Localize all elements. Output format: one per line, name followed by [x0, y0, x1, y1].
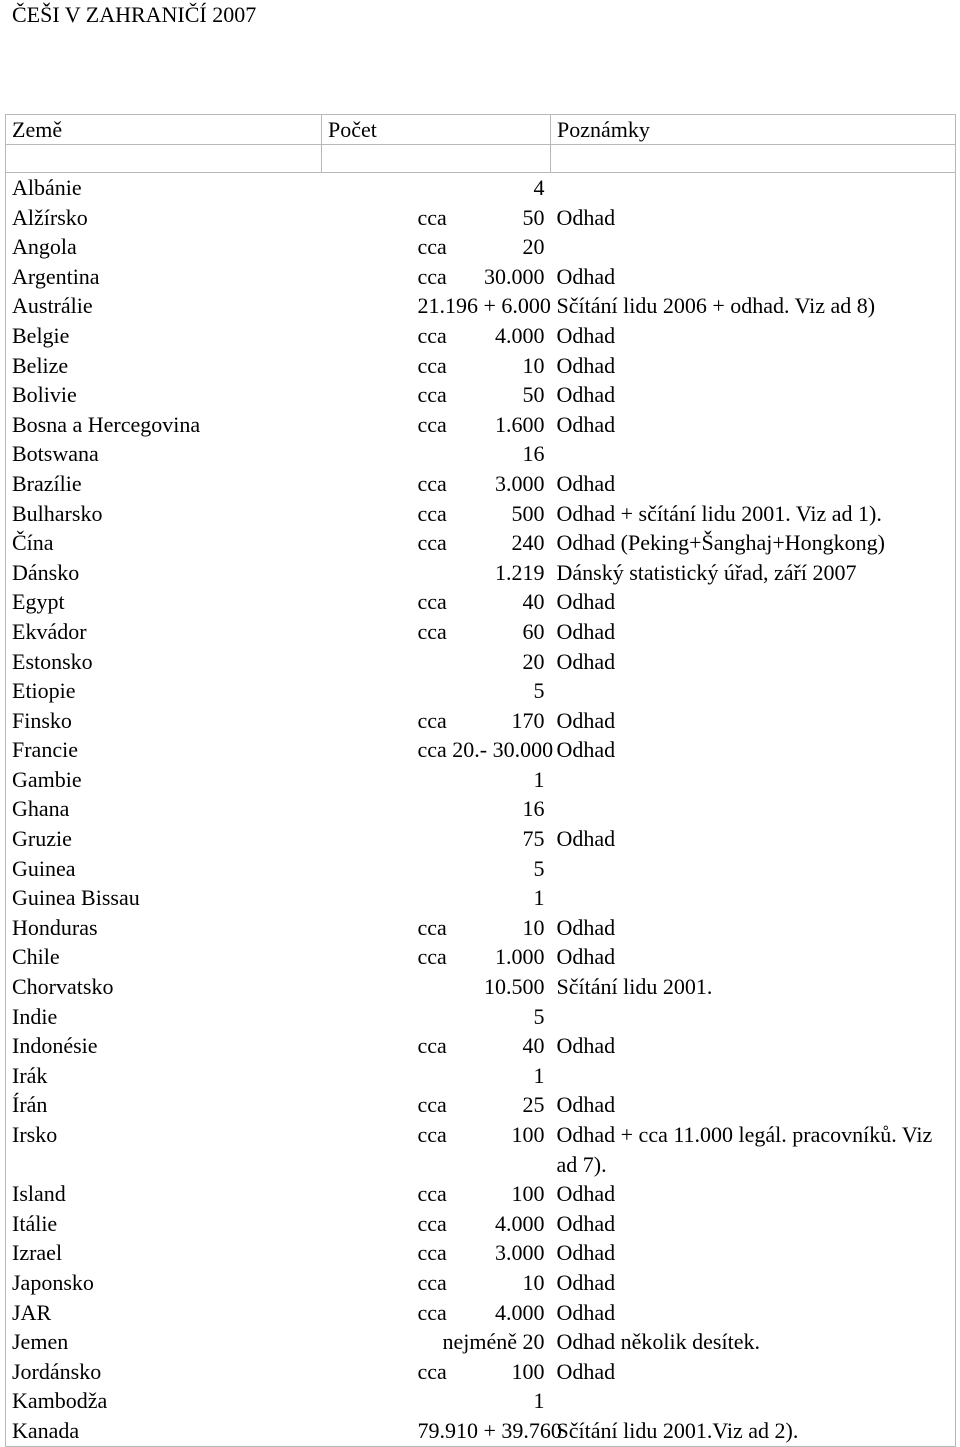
note-cell: Odhad — [551, 351, 956, 381]
table-row — [6, 854, 956, 884]
country-cell: Kambodža — [6, 1386, 322, 1416]
count-cell — [322, 528, 551, 558]
count-value: 30.000 — [484, 263, 545, 289]
count-cell — [322, 291, 551, 321]
count-cell — [322, 410, 551, 440]
table-row — [6, 735, 956, 765]
count-value: 500 — [511, 500, 545, 526]
count-value: 16 — [522, 441, 545, 467]
count-value: 75 — [522, 826, 545, 852]
note-cell: Sčítání lidu 2001.Viz ad 2). — [551, 1416, 956, 1446]
count-cell — [322, 499, 551, 529]
country-cell: Egypt — [6, 587, 322, 617]
count-wrapper — [328, 321, 545, 351]
count-cell — [322, 735, 554, 765]
count-wrapper — [328, 854, 545, 884]
count-wrapper — [328, 1416, 562, 1446]
table-row — [6, 1120, 956, 1179]
table-row — [6, 972, 956, 1002]
count-wrapper — [328, 439, 545, 469]
count-value: 100 — [511, 1122, 545, 1147]
count-cell — [322, 794, 551, 824]
note-cell: Odhad — [551, 824, 956, 854]
count-prefix: cca — [417, 1210, 447, 1236]
count-cell — [322, 1416, 562, 1446]
count-wrapper — [328, 1357, 545, 1387]
country-cell: Jemen — [6, 1327, 322, 1357]
count-cell — [322, 1179, 551, 1209]
count-prefix: cca — [417, 411, 447, 437]
note-cell: Odhad — [551, 1298, 956, 1328]
count-value: 4 — [533, 175, 545, 200]
count-cell — [322, 1238, 551, 1268]
count-value: 16 — [522, 796, 545, 822]
header-note: Poznámky — [551, 115, 956, 145]
country-cell: Finsko — [6, 706, 322, 736]
count-value: 5 — [533, 1003, 545, 1029]
count-wrapper — [328, 558, 545, 588]
count-prefix: cca — [417, 914, 447, 940]
spacer-cell — [6, 145, 322, 173]
country-cell: Bolivie — [6, 380, 322, 410]
count-wrapper — [328, 1209, 545, 1239]
count-wrapper — [328, 380, 545, 410]
table-row — [6, 203, 956, 233]
note-cell: Odhad — [551, 1238, 956, 1268]
count-wrapper — [328, 1238, 545, 1268]
count-value: 20 — [522, 234, 545, 260]
count-value: 40 — [522, 589, 545, 615]
count-wrapper — [328, 824, 545, 854]
note-cell: Odhad — [551, 380, 956, 410]
count-wrapper — [328, 469, 545, 499]
note-cell: Odhad — [551, 913, 956, 943]
count-value: 1.600 — [495, 411, 545, 437]
count-prefix: cca — [417, 470, 447, 496]
count-cell — [322, 469, 551, 499]
note-cell: Sčítání lidu 2006 + odhad. Viz ad 8) — [551, 291, 956, 321]
count-wrapper — [328, 528, 545, 558]
country-cell: Irsko — [6, 1120, 322, 1179]
country-cell: Estonsko — [6, 647, 322, 677]
count-prefix: cca — [417, 322, 447, 348]
count-cell — [322, 587, 551, 617]
country-cell: Indonésie — [6, 1031, 322, 1061]
count-wrapper — [328, 1120, 545, 1150]
count-cell — [322, 1090, 551, 1120]
table-row — [6, 1031, 956, 1061]
count-cell — [322, 765, 551, 795]
note-cell: Odhad + cca 11.000 legál. pracovníků. Viz ad 7). — [551, 1120, 956, 1179]
count-cell — [322, 854, 551, 884]
count-prefix: cca — [417, 944, 447, 970]
country-cell: Belgie — [6, 321, 322, 351]
count-wrapper — [328, 913, 545, 943]
table-row — [6, 232, 956, 262]
count-cell — [322, 1120, 551, 1179]
note-cell — [551, 765, 956, 795]
count-value: 4.000 — [495, 322, 545, 348]
count-value: cca 20.- 30.000 — [417, 737, 554, 763]
country-cell: Albánie — [6, 173, 322, 203]
count-cell — [322, 232, 551, 262]
note-cell — [551, 676, 956, 706]
count-value: 170 — [511, 707, 545, 733]
country-cell: Island — [6, 1179, 322, 1209]
count-prefix: cca — [417, 1181, 447, 1207]
count-value: 10 — [522, 914, 545, 940]
table-row — [6, 1357, 956, 1387]
note-cell: Odhad — [551, 587, 956, 617]
country-cell: Botswana — [6, 439, 322, 469]
count-value: 40 — [522, 1033, 545, 1059]
count-value: 10 — [522, 1269, 545, 1295]
count-value: 1 — [533, 766, 545, 792]
country-cell: Angola — [6, 232, 322, 262]
table-row — [6, 321, 956, 351]
count-prefix: cca — [417, 1358, 447, 1384]
count-prefix: cca — [417, 618, 447, 644]
table-row — [6, 439, 956, 469]
count-value: 1 — [533, 1062, 545, 1088]
count-value: 100 — [511, 1358, 545, 1384]
count-prefix: cca — [417, 1092, 447, 1118]
note-cell: Odhad — [551, 1209, 956, 1239]
count-prefix: cca — [417, 589, 447, 615]
count-value: 240 — [511, 530, 545, 556]
country-cell: Gambie — [6, 765, 322, 795]
count-cell — [322, 173, 551, 203]
count-cell — [322, 351, 551, 381]
count-prefix: cca — [417, 500, 447, 526]
count-cell — [322, 617, 551, 647]
note-cell: Odhad — [551, 469, 956, 499]
count-cell — [322, 1357, 551, 1387]
count-value: 1 — [533, 885, 545, 911]
note-cell: Odhad — [551, 1179, 956, 1209]
country-cell: Brazílie — [6, 469, 322, 499]
count-cell — [322, 203, 551, 233]
count-value: 60 — [522, 618, 545, 644]
country-cell: Chile — [6, 942, 322, 972]
count-cell — [322, 1298, 551, 1328]
table-row — [6, 1090, 956, 1120]
count-prefix: cca — [417, 707, 447, 733]
count-cell — [322, 262, 551, 292]
spacer-cell — [551, 145, 956, 173]
table-row — [6, 351, 956, 381]
table-row — [6, 913, 956, 943]
table-row — [6, 173, 956, 203]
table-row — [6, 1061, 956, 1091]
count-value: 10.500 — [484, 974, 545, 1000]
count-value: 20 — [522, 648, 545, 674]
count-wrapper — [328, 203, 545, 233]
count-wrapper — [328, 410, 545, 440]
country-cell: JAR — [6, 1298, 322, 1328]
czechs-abroad-table — [5, 114, 956, 1447]
table-row — [6, 1209, 956, 1239]
count-cell — [322, 1386, 551, 1416]
count-wrapper — [328, 647, 545, 677]
country-cell: Kanada — [6, 1416, 322, 1446]
table-row — [6, 676, 956, 706]
table-row — [6, 1327, 956, 1357]
count-value: nejméně 20 — [442, 1329, 545, 1355]
header-country: Země — [6, 115, 322, 145]
country-cell: Chorvatsko — [6, 972, 322, 1002]
note-cell: Odhad — [551, 1031, 956, 1061]
count-cell — [322, 913, 551, 943]
note-cell: Odhad několik desítek. — [551, 1327, 956, 1357]
count-prefix: cca — [417, 1033, 447, 1059]
table-row — [6, 1416, 956, 1446]
header-row — [6, 115, 956, 145]
table-row — [6, 883, 956, 913]
count-prefix: cca — [417, 382, 447, 408]
country-cell: Francie — [6, 735, 322, 765]
count-value: 21.196 + 6.000 — [417, 293, 551, 319]
note-cell: Odhad — [551, 1268, 956, 1298]
count-cell — [322, 706, 551, 736]
count-wrapper — [328, 1386, 545, 1416]
table-row — [6, 587, 956, 617]
count-cell — [322, 1031, 551, 1061]
note-cell: Odhad — [551, 321, 956, 351]
count-wrapper — [328, 706, 545, 736]
count-cell — [322, 1002, 551, 1032]
count-cell — [322, 439, 551, 469]
count-wrapper — [328, 262, 545, 292]
table-row — [6, 380, 956, 410]
table-row — [6, 706, 956, 736]
count-wrapper — [328, 1002, 545, 1032]
table-row — [6, 824, 956, 854]
count-wrapper — [328, 1327, 545, 1357]
count-value: 50 — [522, 382, 545, 408]
note-cell — [551, 883, 956, 913]
page-title: ČEŠI V ZAHRANIČÍ 2007 — [12, 2, 257, 27]
note-cell: Odhad (Peking+Šanghaj+Hongkong) — [551, 528, 956, 558]
count-wrapper — [328, 232, 545, 262]
count-wrapper — [328, 765, 545, 795]
country-cell: Irák — [6, 1061, 322, 1091]
count-prefix: cca — [417, 1269, 447, 1295]
count-wrapper — [328, 587, 545, 617]
count-prefix: cca — [417, 1299, 447, 1325]
count-wrapper — [328, 617, 545, 647]
country-cell: Alžírsko — [6, 203, 322, 233]
country-cell: Dánsko — [6, 558, 322, 588]
count-cell — [322, 1209, 551, 1239]
country-cell: Jordánsko — [6, 1357, 322, 1387]
country-cell: Austrálie — [6, 291, 322, 321]
note-cell — [551, 173, 956, 203]
count-prefix: cca — [417, 234, 447, 260]
count-cell — [322, 972, 551, 1002]
count-cell — [322, 942, 551, 972]
count-cell — [322, 676, 551, 706]
country-cell: Ekvádor — [6, 617, 322, 647]
table-row — [6, 1298, 956, 1328]
table-row — [6, 1238, 956, 1268]
count-prefix: cca — [417, 352, 447, 378]
count-cell — [322, 1061, 551, 1091]
count-value: 3.000 — [495, 470, 545, 496]
note-cell: Odhad — [551, 203, 956, 233]
table-row — [6, 499, 956, 529]
note-cell: Odhad — [551, 262, 956, 292]
count-value: 5 — [533, 678, 545, 704]
note-cell: Odhad — [551, 647, 956, 677]
count-wrapper — [328, 351, 545, 381]
count-wrapper — [328, 1268, 545, 1298]
note-cell: Odhad — [551, 1090, 956, 1120]
note-cell: Odhad — [551, 735, 956, 765]
country-cell: Honduras — [6, 913, 322, 943]
count-cell — [322, 1327, 551, 1357]
country-cell: Guinea — [6, 854, 322, 884]
table-row — [6, 558, 956, 588]
table-row — [6, 1002, 956, 1032]
country-cell: Izrael — [6, 1238, 322, 1268]
table-row — [6, 765, 956, 795]
country-cell: Belize — [6, 351, 322, 381]
note-cell — [551, 1002, 956, 1032]
table-row — [6, 1386, 956, 1416]
count-cell — [322, 647, 551, 677]
count-cell — [322, 380, 551, 410]
count-value: 25 — [522, 1092, 545, 1118]
count-cell — [322, 321, 551, 351]
count-value: 3.000 — [495, 1240, 545, 1266]
count-wrapper — [328, 942, 545, 972]
country-cell: Japonsko — [6, 1268, 322, 1298]
count-prefix: cca — [417, 263, 447, 289]
country-cell: Guinea Bissau — [6, 883, 322, 913]
table-row — [6, 410, 956, 440]
count-wrapper — [328, 1031, 545, 1061]
count-wrapper — [328, 972, 545, 1002]
table-row — [6, 942, 956, 972]
table-row — [6, 647, 956, 677]
table-row — [6, 794, 956, 824]
count-value: 4.000 — [495, 1299, 545, 1325]
country-cell: Itálie — [6, 1209, 322, 1239]
note-cell: Odhad — [551, 1357, 956, 1387]
count-cell — [322, 883, 551, 913]
count-value: 1 — [533, 1388, 545, 1414]
count-prefix: cca — [417, 204, 447, 230]
count-value: 1.000 — [495, 944, 545, 970]
count-wrapper — [328, 1090, 545, 1120]
count-wrapper — [328, 735, 554, 765]
country-cell: Írán — [6, 1090, 322, 1120]
count-cell — [322, 558, 551, 588]
count-value: 1.219 — [495, 559, 545, 585]
count-cell — [322, 824, 551, 854]
table-row — [6, 291, 956, 321]
count-value: 4.000 — [495, 1210, 545, 1236]
count-value: 50 — [522, 204, 545, 230]
country-cell: Etiopie — [6, 676, 322, 706]
count-prefix: cca — [417, 1122, 447, 1147]
count-value: 79.910 + 39.760 — [417, 1417, 562, 1443]
note-cell — [551, 1386, 956, 1416]
count-wrapper — [328, 173, 545, 203]
spacer-cell — [322, 145, 551, 173]
note-cell — [551, 854, 956, 884]
table-row — [6, 1268, 956, 1298]
country-cell: Indie — [6, 1002, 322, 1032]
table-row — [6, 469, 956, 499]
country-cell: Gruzie — [6, 824, 322, 854]
note-cell: Dánský statistický úřad, září 2007 — [551, 558, 956, 588]
country-cell: Bosna a Hercegovina — [6, 410, 322, 440]
note-cell: Odhad — [551, 617, 956, 647]
count-wrapper — [328, 676, 545, 706]
count-prefix: cca — [417, 1240, 447, 1266]
country-cell: Bulharsko — [6, 499, 322, 529]
note-cell: Odhad — [551, 706, 956, 736]
table-row — [6, 617, 956, 647]
count-prefix: cca — [417, 530, 447, 556]
count-wrapper — [328, 883, 545, 913]
header-count: Počet — [322, 115, 551, 145]
note-cell: Odhad — [551, 410, 956, 440]
count-wrapper — [328, 291, 551, 321]
table-row — [6, 528, 956, 558]
count-wrapper — [328, 1179, 545, 1209]
count-cell — [322, 1268, 551, 1298]
note-cell — [551, 232, 956, 262]
note-cell — [551, 1061, 956, 1091]
count-value: 100 — [511, 1181, 545, 1207]
note-cell — [551, 439, 956, 469]
count-wrapper — [328, 499, 545, 529]
count-wrapper — [328, 794, 545, 824]
country-cell: Čína — [6, 528, 322, 558]
note-cell: Odhad — [551, 942, 956, 972]
table-row — [6, 262, 956, 292]
count-value: 10 — [522, 352, 545, 378]
count-wrapper — [328, 1298, 545, 1328]
count-wrapper — [328, 1061, 545, 1091]
count-value: 5 — [533, 855, 545, 881]
spacer-row — [6, 145, 956, 173]
country-cell: Argentina — [6, 262, 322, 292]
note-cell — [551, 794, 956, 824]
note-cell: Odhad + sčítání lidu 2001. Viz ad 1). — [551, 499, 956, 529]
country-cell: Ghana — [6, 794, 322, 824]
note-cell: Sčítání lidu 2001. — [551, 972, 956, 1002]
table-row — [6, 1179, 956, 1209]
table-body — [6, 173, 956, 1447]
